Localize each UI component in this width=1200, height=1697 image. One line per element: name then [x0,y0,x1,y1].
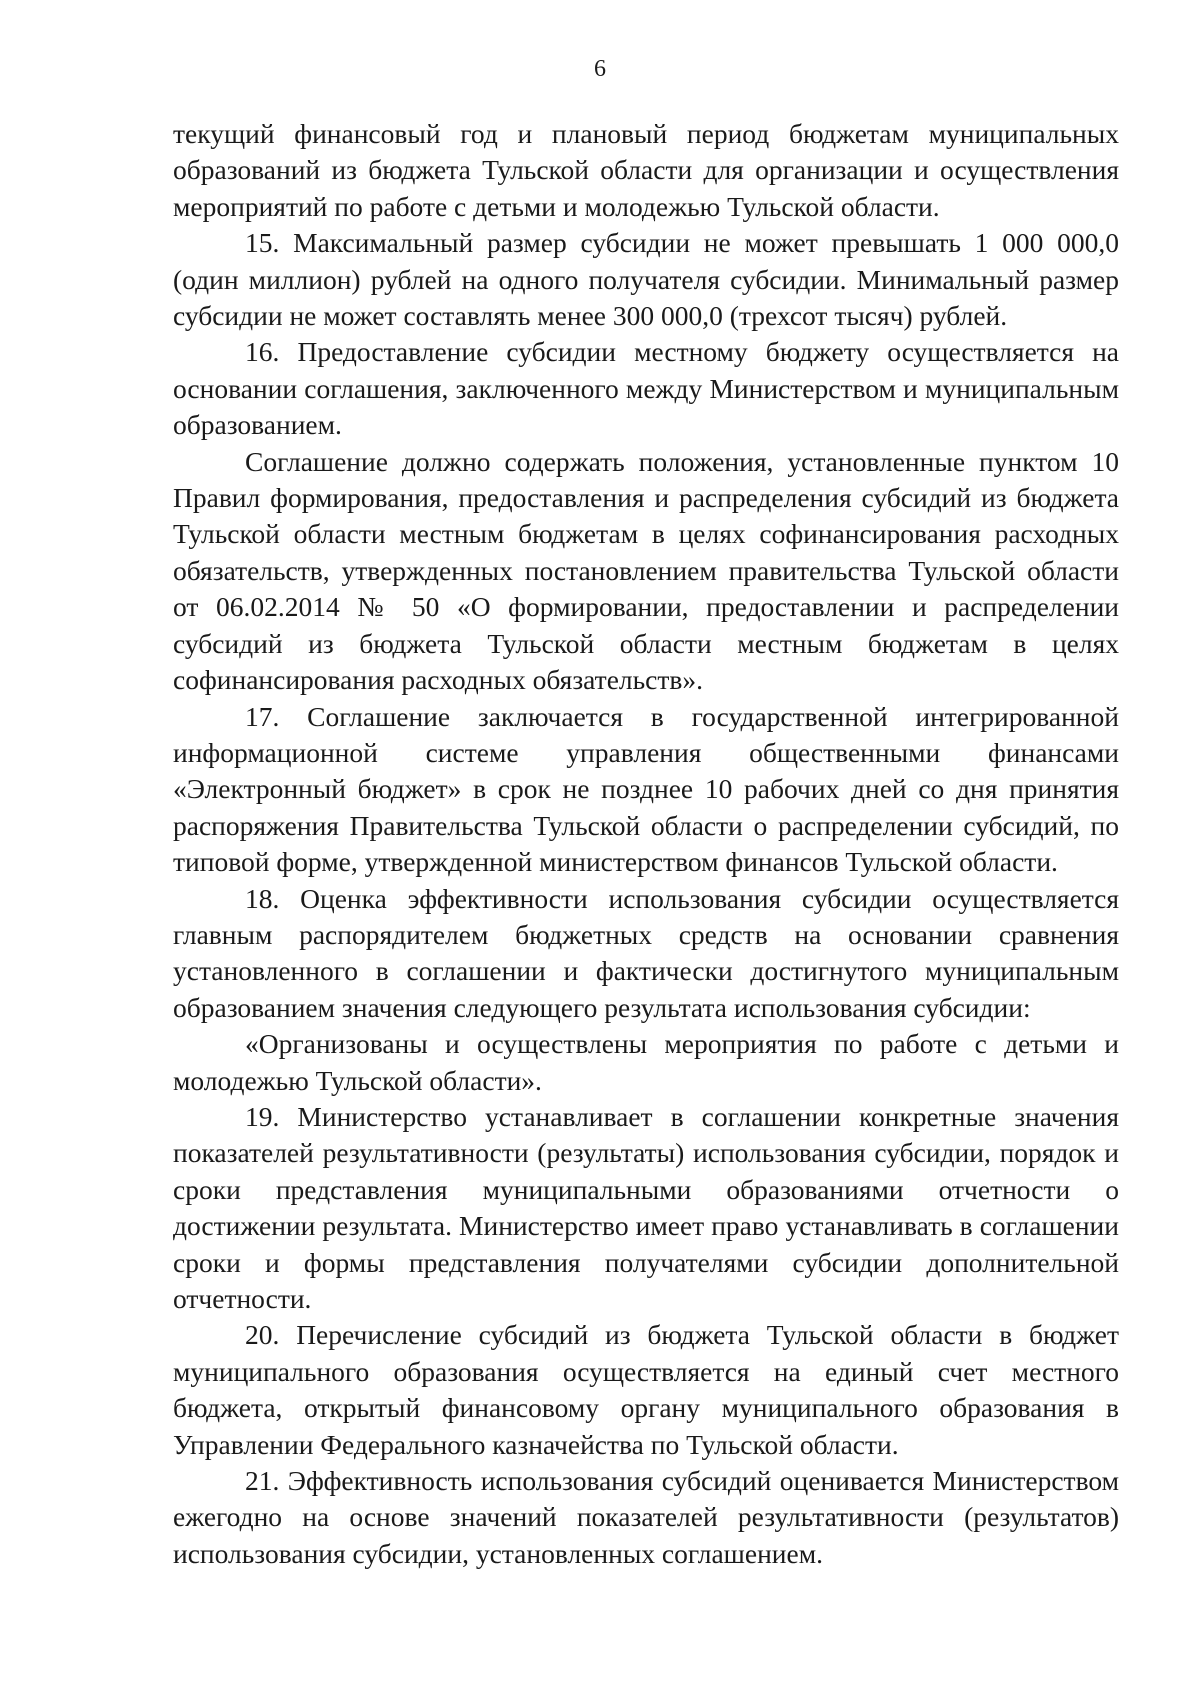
paragraph-item-16: 16. Предоставление субсидии местному бюджету осуществляется на основании соглашения, заключенного между Министерством и муниципальным образованием. [173,336,1119,441]
paragraph-item-20: 20. Перечисление субсидий из бюджета Тульской области в бюджет муниципального образования осуществляется на единый счет местного бюджета, открытый финансовому органу муниципального образования в Управлении Федерального казначейства по Тульской области. [173,1319,1119,1460]
paragraph-item-19: 19. Министерство устанавливает в соглашении конкретные значения показателей результативности (результаты) использования субсидии, порядок и сроки представления муниципальными образованиями отчетности о достижении результата. Министерство имеет право устанавливать в соглашении сроки и формы представления получателями субсидии дополнительной отчетности. [173,1100,1119,1314]
paragraph-result-quote: «Организованы и осуществлены мероприятия по работе с детьми и молодежью Тульской области». [173,1028,1119,1096]
paragraph-agreement-content: Соглашение должно содержать положения, установленные пунктом 10 Правил формирования, предоставления и распределения субсидий из бюджета Тульской области местным бюджетам в целях софинансирования расходных обязательств, утвержденных постановлением правительства Тульской области от 06.02.2014 № 50 «О формировании, предоставлении и распределении субсидий из бюджета Тульской области местным бюджетам в целях софинансирования расходных обязательств». [173,445,1119,696]
paragraph-continuation: текущий финансовый год и плановый период бюджетам муниципальных образований из бюджета Тульской области для организации и осуществления мероприятий по работе с детьми и молодежью Тульской области. [173,118,1119,222]
paragraph-item-18: 18. Оценка эффективности использования субсидии осуществляется главным распорядителем бюджетных средств на основании сравнения установленного в соглашении и фактически достигнутого муниципальным образованием значения следующего результата использования субсидии: [173,882,1119,1023]
paragraph-item-15: 15. Максимальный размер субсидии не может превышать 1 000 000,0 (один миллион) рублей на одного получателя субсидии. Минимальный размер субсидии не может составлять менее 300 000,0 (трехсот тысяч) рублей. [173,227,1119,332]
document-body [173,116,1119,1572]
paragraph-item-17: 17. Соглашение заключается в государственной интегрированной информационной системе управления общественными финансами «Электронный бюджет» в срок не позднее 10 рабочих дней со дня принятия распоряжения Правительства Тульской области о распределении субсидий, по типовой форме, утвержденной министерством финансов Тульской области. [173,700,1119,878]
page-number: 6 [594,56,606,82]
paragraph-item-21: 21. Эффективность использования субсидий оценивается Министерством ежегодно на основе значений показателей результативности (результатов) использования субсидии, установленных соглашением. [173,1465,1119,1569]
